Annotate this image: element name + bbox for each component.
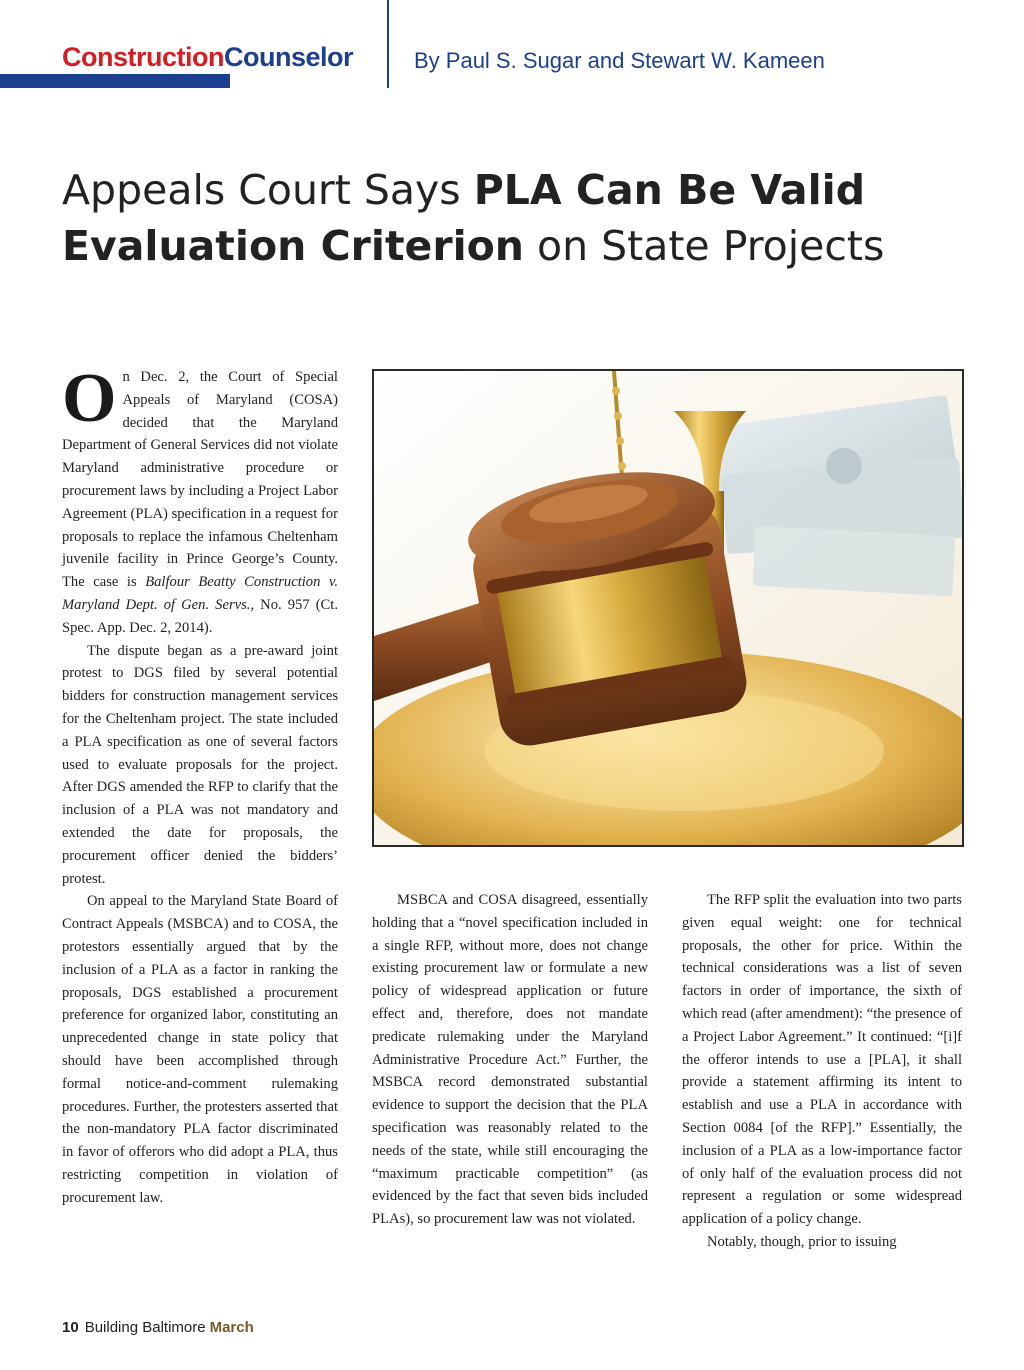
headline-part4: on State Projects [524, 222, 885, 270]
paragraph-text: n Dec. 2, the Court of Special Appeals of Maryland (COSA) decided that the Maryland Department of General Services did not violate Maryland administrative procedure or procurement laws by including a Project Labor Agreement (PLA) specification in a request for proposals to replace the infamous Cheltenham juvenile facility in Prince George’s County. The case is [62, 369, 338, 591]
gavel-and-scales-photo [372, 369, 964, 847]
article-column-2 [372, 889, 648, 1231]
paragraph [62, 360, 338, 640]
gavel-icon [374, 371, 962, 845]
case-citation: Balfour Beatty Construction v. Maryland Dept. of Gen. Servs. [62, 574, 338, 613]
publication-name: Building Baltimore [84, 1319, 206, 1336]
paragraph: On appeal to the Maryland State Board of Contract Appeals (MSBCA) and to COSA, the protestors essentially argued that by the inclusion of a PLA as a factor in ranking the proposals, DGS established a procurement preference for organized labor, constituting an unprecedented change in state policy that should have been accomplished through formal notice-and-comment rulemaking procedures. Further, the protesters asserted that the non-mandatory PLA factor discriminated in favor of offerors who did adopt a PLA, thus restricting competition in violation of procurement law. [62, 893, 338, 1206]
article-column-1 [62, 360, 338, 1209]
headline-part2: PLA Can Be Valid [473, 166, 866, 214]
headline-part3: Evaluation Criterion [62, 222, 524, 270]
masthead-construction: Construction [62, 42, 224, 72]
byline: By Paul S. Sugar and Stewart W. Kameen [414, 48, 825, 73]
page-number: 10 [62, 1319, 79, 1336]
paragraph: MSBCA and COSA disagreed, essentially holding that a “novel specification included in a single RFP, without more, does not change existing procurement law or formulate a new policy of widespread application or future effect and, therefore, does not mandate predicate rulemaking under the Maryland Administrative Procedure Act.” Further, the MSBCA record demonstrated substantial evidence to support the decision that the PLA specification was reasonably related to the needs of the state, while still encouraging the “maximum practicable competition” (as evidenced by the fact that seven bids included PLAs), so procurement law was not violated. [372, 892, 648, 1228]
paragraph: The dispute began as a pre-award joint protest to DGS filed by several potential bidders for construction management services for the Cheltenham project. The state included a PLA specification as one of several factors used to evaluate proposals for the project. After DGS amended the RFP to clarify that the inclusion of a PLA was not mandatory and extended the date for proposals, the procurement officer denied the bidders’ protest. [62, 642, 338, 887]
paragraph: Notably, though, prior to issuing [707, 1233, 897, 1250]
paragraph-text: , No. 957 (Ct. Spec. App. Dec. 2, 2014). [62, 596, 338, 636]
issue-month: March [209, 1319, 254, 1336]
masthead [62, 42, 353, 73]
page-header [0, 0, 1024, 100]
drop-cap: O [62, 360, 117, 437]
headline-part1: Appeals Court Says [62, 166, 474, 214]
page-footer [62, 1319, 254, 1336]
paragraph: The RFP split the evaluation into two parts given equal weight: one for technical proposals, the other for price. Within the technical considerations was a list of seven factors in order of importance, the sixth of which read (after amendment): “the presence of a Project Labor Agreement.” It continued: “[i]f the offeror intends to use a [PLA], it shall provide a statement affirming its intent to establish and use a PLA in accordance with Section 0084 [of the RFP].” Essentially, the inclusion of a PLA as a low-importance factor of only half of the evaluation process did not represent a regulation or some widespread application of a policy change. [682, 892, 962, 1228]
masthead-counselor: Counselor [224, 42, 354, 72]
masthead-blue-bar [0, 74, 230, 88]
article-column-3 [682, 889, 962, 1254]
header-divider [387, 0, 389, 88]
article-headline [62, 162, 962, 274]
